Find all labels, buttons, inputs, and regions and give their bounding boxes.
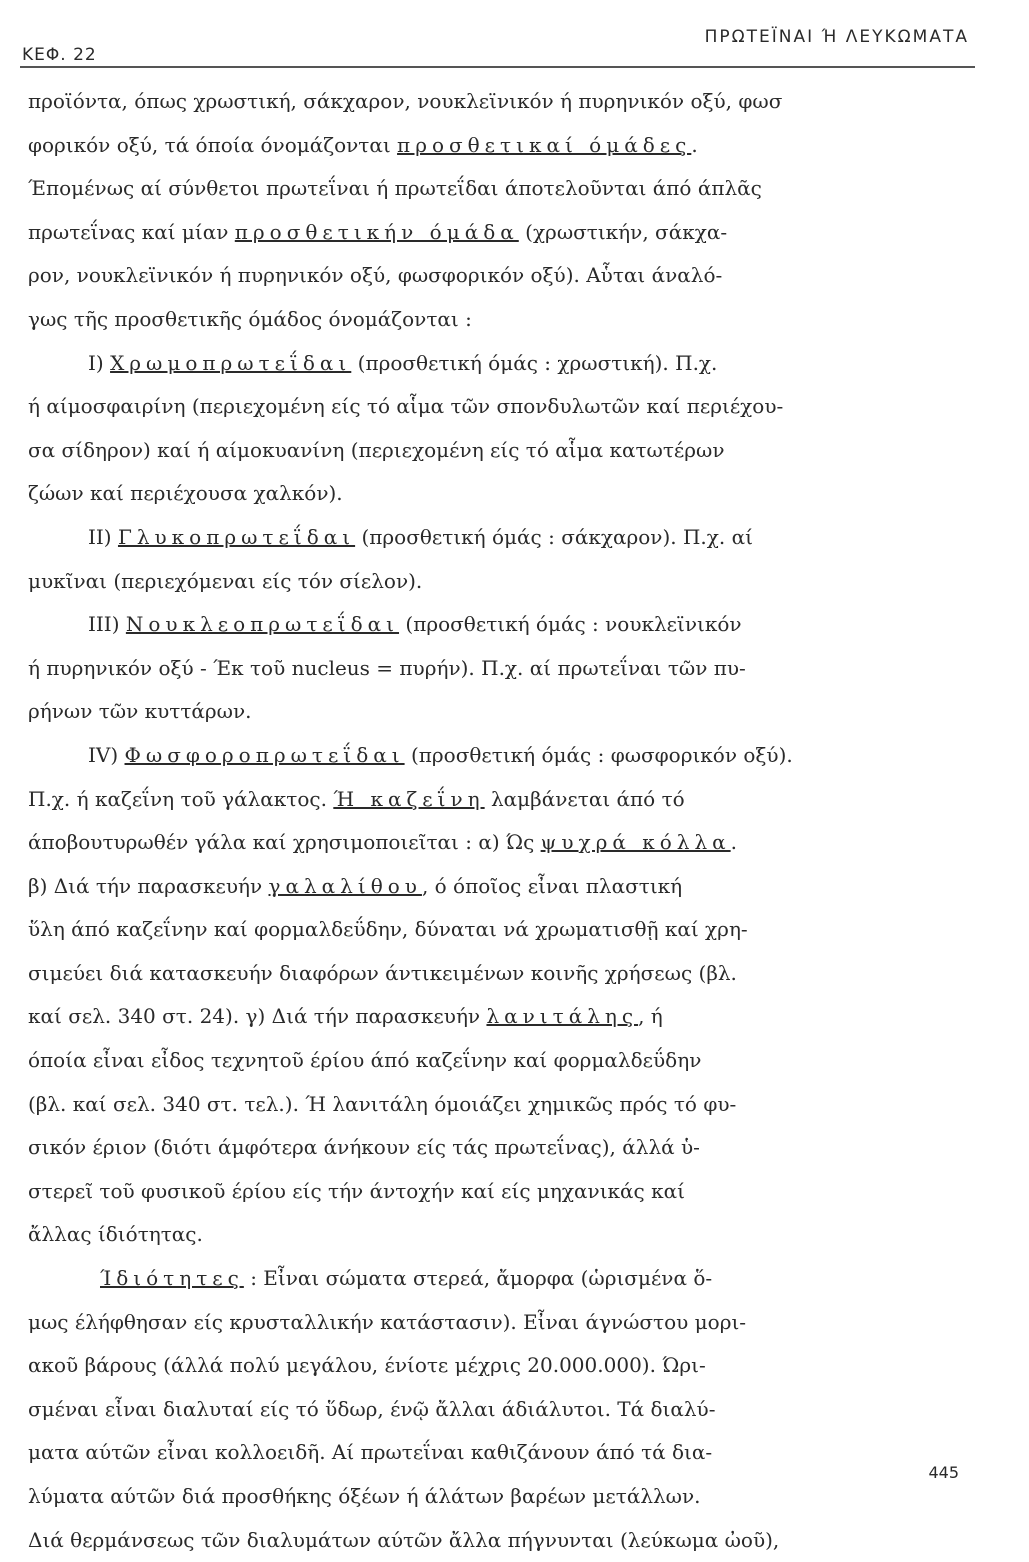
text-line: Ίδιότητες : Εἶναι σώματα στερεά, ἄμορφα (ὡρισμένα ὅ- bbox=[100, 1266, 713, 1291]
text-line: σμέναι εἶναι διαλυταί είς τό ὕδωρ, ένῷ ἄλλαι άδιάλυτοι. Τά διαλύ- bbox=[28, 1396, 716, 1421]
text-line: ζώων καί περιέχουσα χαλκόν). bbox=[28, 481, 343, 506]
underlined-term: Γλυκοπρωτεΐδαι bbox=[117, 524, 356, 549]
text-line: φορικόν οξύ, τά όποία όνομάζονται προσθετικαί όμάδες. bbox=[28, 132, 698, 157]
underlined-term: Ή καζεΐνη bbox=[333, 786, 485, 811]
underlined-term: προσθετικήν όμάδα bbox=[234, 219, 519, 244]
text-line: όποία εἶναι εἶδος τεχνητοῦ έρίου άπό καζεΐνην καί φορμαλδεΰδην bbox=[28, 1048, 702, 1073]
text-line: ρον, νουκλεϊνικόν ή πυρηνικόν οξύ, φωσφορικόν οξύ). Αὗται άναλό- bbox=[28, 263, 723, 288]
text-line: σικόν έριον (διότι άμφότερα άνήκουν είς τάς πρωτεΐνας), άλλά ὑ- bbox=[28, 1135, 700, 1160]
underlined-term: ψυχρά κόλλα bbox=[540, 830, 731, 855]
text-line: πρωτεΐνας καί μίαν προσθετικήν όμάδα (χρωστικήν, σάκχα- bbox=[28, 219, 728, 244]
text-line: ἄλλας ίδιότητας. bbox=[28, 1222, 203, 1247]
text-line: ΙΙ) Γλυκοπρωτεΐδαι (προσθετική όμάς : σάκχαρον). Π.χ. αί bbox=[88, 524, 753, 549]
text-line: άποβουτυρωθέν γάλα καί χρησιμοποιεῖται : α) Ώς ψυχρά κόλλα. bbox=[28, 830, 737, 855]
underlined-term: Νουκλεοπρωτεΐδαι bbox=[125, 612, 400, 637]
underlined-term: προσθετικαί όμάδες bbox=[397, 132, 692, 157]
text-line: λύματα αύτῶν διά προσθήκης όξέων ή άλάτων βαρέων μετάλλων. bbox=[28, 1484, 701, 1508]
underlined-term: Χρωμοπρωτεΐδαι bbox=[110, 350, 352, 375]
text-line: β) Διά τήν παρασκευήν γαλαλίθου, ό όποῖος εἶναι πλαστική bbox=[28, 873, 683, 898]
handwritten-body bbox=[28, 80, 993, 1562]
text-line: ματα αύτῶν εἶναι κολλοειδῆ. Αί πρωτεΐναι καθιζάνουν άπό τά δια- bbox=[28, 1440, 713, 1465]
text-line: γως τῆς προσθετικῆς όμάδος όνομάζονται : bbox=[28, 306, 472, 331]
text-line: καί σελ. 340 στ. 24). γ) Διά τήν παρασκευήν λανιτάλης, ή bbox=[28, 1004, 663, 1029]
chapter-label: ΚΕΦ. 22 bbox=[22, 45, 97, 65]
text-line: στερεῖ τοῦ φυσικοῦ έρίου είς τήν άντοχήν καί είς μηχανικάς καί bbox=[28, 1178, 685, 1203]
text-line: ὕλη άπό καζεΐνην καί φορμαλδεΰδην, δύναται νά χρωματισθῇ καί χρη- bbox=[28, 917, 748, 942]
text-line: ΙΙΙ) Νουκλεοπρωτεΐδαι (προσθετική όμάς : νουκλεϊνικόν bbox=[88, 612, 742, 637]
text-line: ΙV) Φωσφοροπρωτεΐδαι (προσθετική όμάς : φωσφορικόν οξύ). bbox=[88, 742, 793, 767]
text-line: ή πυρηνικόν οξύ - Έκ τοῦ nucleus = πυρήν). Π.χ. αί πρωτεΐναι τῶν πυ- bbox=[28, 655, 746, 680]
text-line: (βλ. καί σελ. 340 στ. τελ.). Ή λανιτάλη όμοιάζει χημικῶς πρός τό φυ- bbox=[28, 1091, 737, 1116]
header-rule bbox=[20, 66, 975, 68]
text-line: ακοῦ βάρους (άλλά πολύ μεγάλου, ένίοτε μέχρις 20.000.000). Ώρι- bbox=[28, 1353, 706, 1378]
underlined-term: Φωσφοροπρωτεΐδαι bbox=[124, 742, 405, 767]
underlined-term: γαλαλίθου bbox=[268, 873, 422, 898]
text-line: σα σίδηρον) καί ή αίμοκυανίνη (περιεχομένη είς τό αἷμα κατωτέρων bbox=[28, 437, 725, 462]
text-line: σιμεύει διά κατασκευήν διαφόρων άντικειμένων κοινῆς χρήσεως (βλ. bbox=[28, 960, 737, 985]
text-line: ή αίμοσφαιρίνη (περιεχομένη είς τό αἷμα τῶν σπονδυλωτῶν καί περιέχου- bbox=[28, 394, 784, 419]
text-line: Ι) Χρωμοπρωτεΐδαι (προσθετική όμάς : χρωστική). Π.χ. bbox=[88, 350, 718, 375]
text-line: ρήνων τῶν κυττάρων. bbox=[28, 699, 252, 724]
running-title: ΠΡΩΤΕΪΝΑΙ Ή ΛΕΥΚΩΜΑΤΑ bbox=[704, 27, 969, 47]
text-line: μυκῖναι (περιεχόμεναι είς τόν σίελον). bbox=[28, 568, 423, 593]
underlined-term: Ίδιότητες bbox=[100, 1266, 244, 1291]
text-line: Έπομένως αί σύνθετοι πρωτεΐναι ή πρωτεΐδαι άποτελοῦνται άπό άπλᾶς bbox=[28, 176, 762, 201]
text-line: μως έλήφθησαν είς κρυσταλλικήν κατάστασιν). Εἶναι άγνώστου μορι- bbox=[28, 1309, 747, 1334]
underlined-term: λανιτάλης bbox=[486, 1004, 639, 1029]
page-number: 445 bbox=[928, 1463, 959, 1482]
text-line: προϊόντα, όπως χρωστική, σάκχαρον, νουκλεϊνικόν ή πυρηνικόν οξύ, φωσ bbox=[28, 89, 783, 113]
text-line: Π.χ. ή καζεΐνη τοῦ γάλακτος. Ή καζεΐνη λαμβάνεται άπό τό bbox=[28, 786, 685, 811]
text-line: Διά θερμάνσεως τῶν διαλυμάτων αύτῶν ἄλλα πήγνυνται (λεύκωμα ὠοῦ), bbox=[28, 1527, 780, 1552]
